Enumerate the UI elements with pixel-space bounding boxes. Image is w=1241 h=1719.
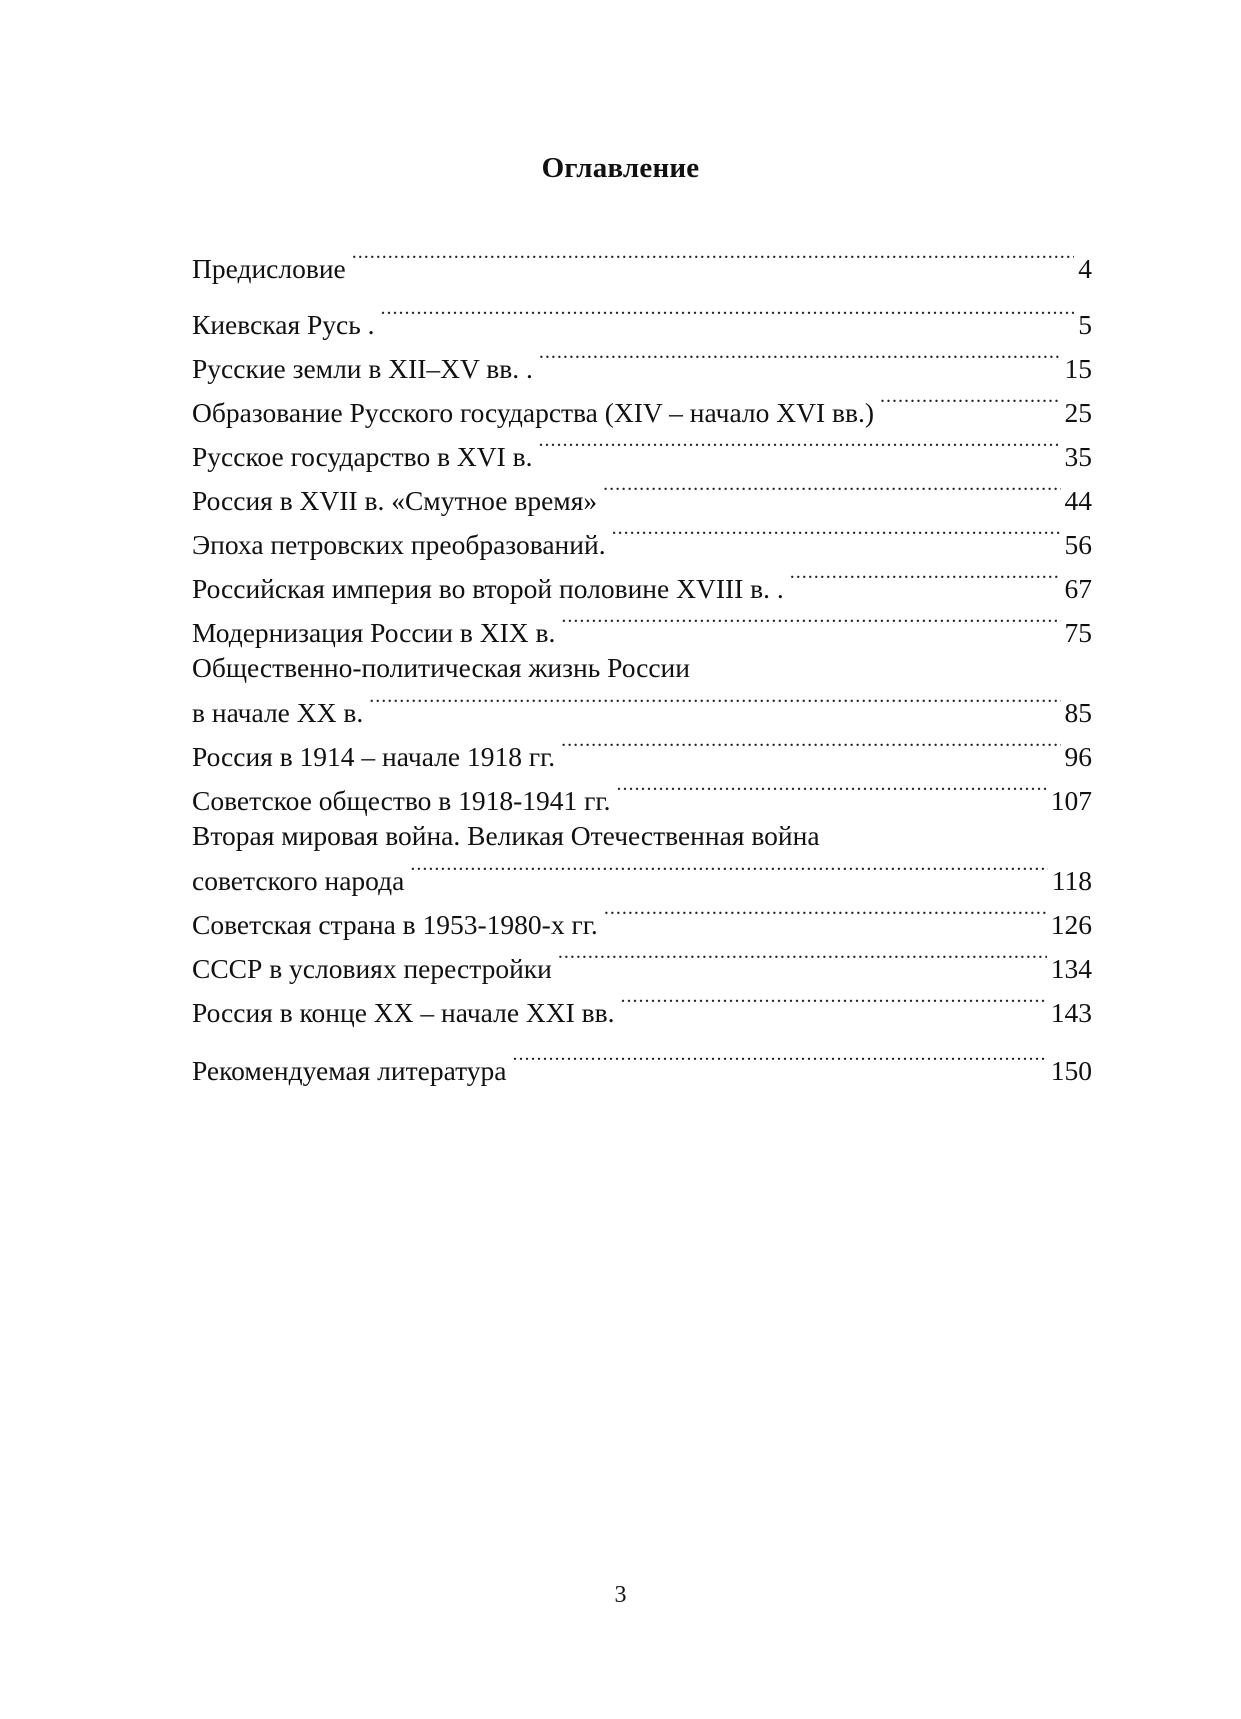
- toc-entry-label: Россия в 1914 – начале 1918 гг.: [192, 741, 556, 772]
- toc-entry-page: 5: [1078, 309, 1092, 340]
- toc-entry[interactable]: [192, 430, 1092, 472]
- toc-entry[interactable]: [192, 298, 1092, 340]
- toc-entry-label: Советское общество в 1918-1941 гг.: [192, 785, 611, 816]
- toc-entry-page: 143: [1050, 997, 1092, 1028]
- toc-entry-page: 56: [1064, 529, 1092, 560]
- dot-leader: [561, 606, 1060, 642]
- toc-entry[interactable]: [192, 474, 1092, 516]
- toc-entry[interactable]: [192, 650, 1092, 728]
- toc-entry-page: 4: [1078, 253, 1092, 284]
- toc-entry[interactable]: [192, 730, 1092, 772]
- toc-entry[interactable]: [192, 562, 1092, 604]
- dot-leader: [381, 298, 1075, 334]
- dot-leader: [790, 562, 1061, 598]
- dot-leader: [539, 342, 1061, 378]
- toc-entry[interactable]: [192, 898, 1092, 940]
- toc-entry-label: Предисловие: [192, 253, 346, 284]
- toc-entry[interactable]: [192, 818, 1092, 896]
- toc-entry-label: СССР в условиях перестройки: [192, 953, 552, 984]
- dot-leader: [410, 854, 1047, 890]
- dot-leader: [617, 774, 1047, 810]
- toc-entry-page: 15: [1064, 353, 1092, 384]
- toc-entry[interactable]: [192, 942, 1092, 984]
- dot-leader: [604, 898, 1047, 934]
- dot-leader: [612, 518, 1061, 554]
- toc-entry-label: Русское государство в XVI в.: [192, 441, 533, 472]
- toc-entry-label: советского народа: [192, 865, 405, 896]
- dot-leader: [880, 386, 1061, 422]
- toc-entry-page: 25: [1064, 397, 1092, 428]
- toc-entry-page: 134: [1050, 953, 1092, 984]
- toc-entry-page: 150: [1050, 1055, 1092, 1086]
- toc-entry-preface[interactable]: [192, 242, 1092, 284]
- toc-entry-label: Образование Русского государства (XIV – начало XVI вв.): [192, 397, 874, 428]
- page-number: 3: [614, 1582, 627, 1608]
- toc-entry-label-line1: Общественно-политическая жизнь России: [192, 652, 690, 683]
- dot-leader: [512, 1044, 1046, 1080]
- toc-entry[interactable]: [192, 386, 1092, 428]
- toc-entry-page: 107: [1050, 785, 1092, 816]
- toc-entry-page: 44: [1064, 485, 1092, 516]
- toc-entry-label: Советская страна в 1953-1980-х гг.: [192, 909, 598, 940]
- toc-entry-page: 96: [1064, 741, 1092, 772]
- toc-entry-label-line1: Вторая мировая война. Великая Отечественная война: [192, 820, 820, 851]
- toc-entry-label: Россия в конце XX – начале XXI вв.: [192, 997, 615, 1028]
- toc-entry-page: 67: [1064, 573, 1092, 604]
- dot-leader: [539, 430, 1061, 466]
- toc-entry[interactable]: [192, 774, 1092, 816]
- dot-leader: [561, 730, 1060, 766]
- dot-leader: [558, 942, 1047, 978]
- table-of-contents: [192, 242, 1092, 1086]
- dot-leader: [621, 986, 1047, 1022]
- toc-entry[interactable]: [192, 986, 1092, 1028]
- toc-entry-label: Россия в XVII в. «Смутное время»: [192, 485, 598, 516]
- toc-entry-label: Русские земли в XII–XV вв. .: [192, 353, 533, 384]
- toc-entry[interactable]: [192, 606, 1092, 648]
- dot-leader: [352, 242, 1075, 278]
- toc-entry-page: 75: [1064, 617, 1092, 648]
- toc-entry[interactable]: [192, 342, 1092, 384]
- toc-title: Оглавление: [541, 152, 700, 184]
- toc-entry-label: Киевская Русь .: [192, 309, 375, 340]
- toc-entry-label: Рекомендуемая литература: [192, 1055, 507, 1086]
- toc-entry-page: 85: [1064, 697, 1092, 728]
- toc-entry[interactable]: [192, 518, 1092, 560]
- toc-entry-label: Российская империя во второй половине XVIII в. .: [192, 573, 784, 604]
- toc-entry-literature[interactable]: [192, 1044, 1092, 1086]
- toc-entry-label: Модернизация России в XIX в.: [192, 617, 556, 648]
- toc-entry-label: в начале XX в.: [192, 697, 364, 728]
- toc-entry-label: Эпоха петровских преобразований.: [192, 529, 606, 560]
- dot-leader: [369, 686, 1060, 722]
- toc-entry-page: 118: [1051, 865, 1092, 896]
- dot-leader: [603, 474, 1060, 510]
- toc-entry-page: 126: [1050, 909, 1092, 940]
- toc-entry-page: 35: [1064, 441, 1092, 472]
